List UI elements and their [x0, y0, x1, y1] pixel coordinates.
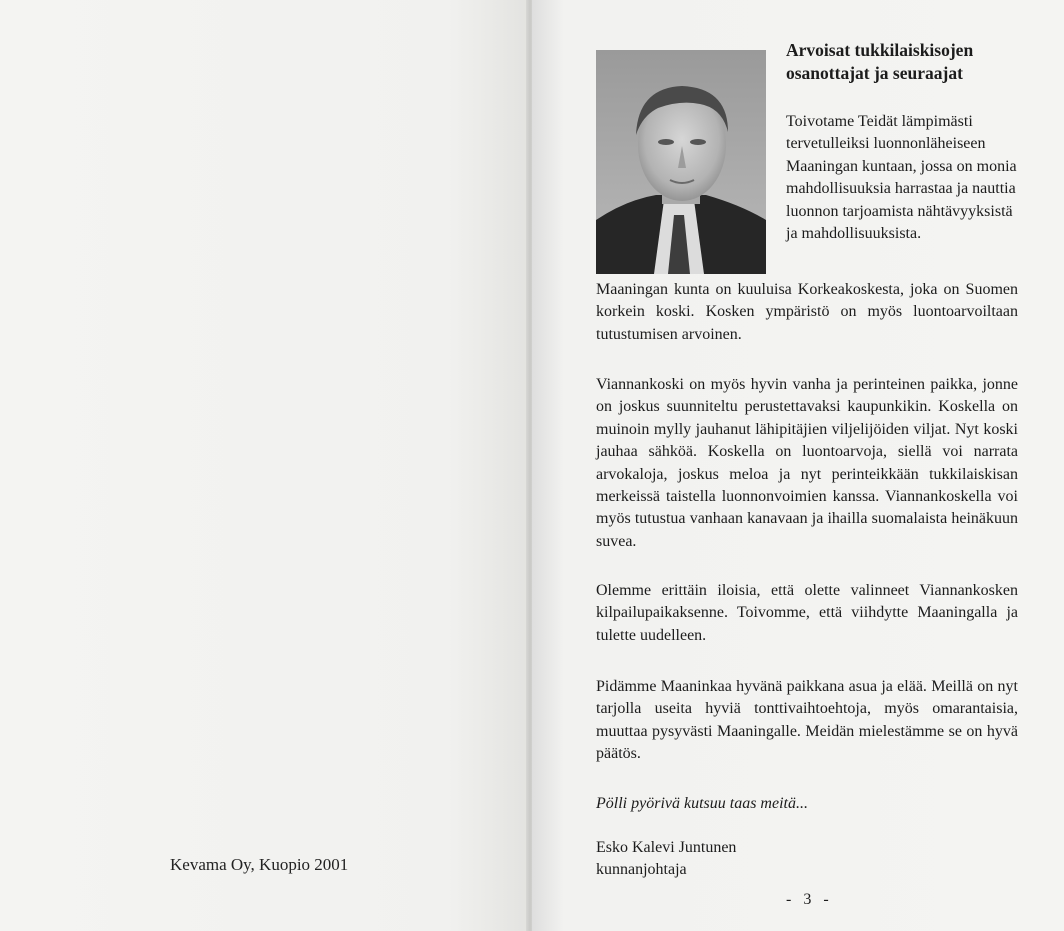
motto-line: Pölli pyörivä kutsuu taas meitä...	[596, 795, 808, 812]
printer-imprint: Kevama Oy, Kuopio 2001	[170, 855, 349, 874]
paragraph-welcome: Olemme erittäin iloisia, että olette valinneet Viannankosken kilpailupaikaksenne. Toivomme, että viihdytte Maaningalla ja tulette uudelleen.	[596, 582, 1018, 644]
page-number: - 3 -	[786, 891, 833, 908]
paragraph-living: Pidämme Maaninkaa hyvänä paikkana asua ja elää. Meillä on nyt tarjolla useita hyviä tonttivaihtoehtoja, myös omarantaisia, muuttaa pysyvästi Maaningalle. Meidän mielestämme se on hyvä päätös.	[596, 678, 1018, 763]
paragraph-korkeakoski: Maaningan kunta on kuuluisa Korkeakoskesta, joka on Suomen korkein koski. Kosken ympäristö on myös luontoarvoiltaan tutustumisen arvoinen.	[596, 281, 1018, 343]
greeting-heading: Arvoisat tukkilaiskisojen osanottajat ja seuraajat	[786, 40, 974, 83]
intro-paragraph: Toivotame Teidät lämpimästi tervetulleiksi luonnonläheiseen Maaningan kuntaan, jossa on monia mahdollisuuksia harrastaa ja nauttia luonnon tarjoamista nähtävyyksistä ja mahdollisuuksista.	[786, 113, 1017, 243]
signature-title: kunnanjohtaja	[596, 861, 687, 878]
portrait-photo	[596, 50, 766, 274]
signature-name: Esko Kalevi Juntunen	[596, 839, 737, 856]
left-page	[0, 0, 528, 931]
paragraph-viannankoski: Viannankoski on myös hyvin vanha ja perinteinen paikka, jonne on joskus suunniteltu perustettavaksi kaupunkikin. Koskella on muinoin mylly jauhanut lähipitäjien viljelijöiden viljat. Nyt koski jauhaa sähköä. Koskella on luontoarvoja, siellä voi narrata arvokaloja, joskus meloa ja nyt perinteikkään tukkilaiskisan merkeissä taistella luonnonvoimien kanssa. Viannankoskella voi myös tutustua vanhaan kanavaan ja ihailla suomalaista heinäkuun suvea.	[596, 376, 1018, 550]
